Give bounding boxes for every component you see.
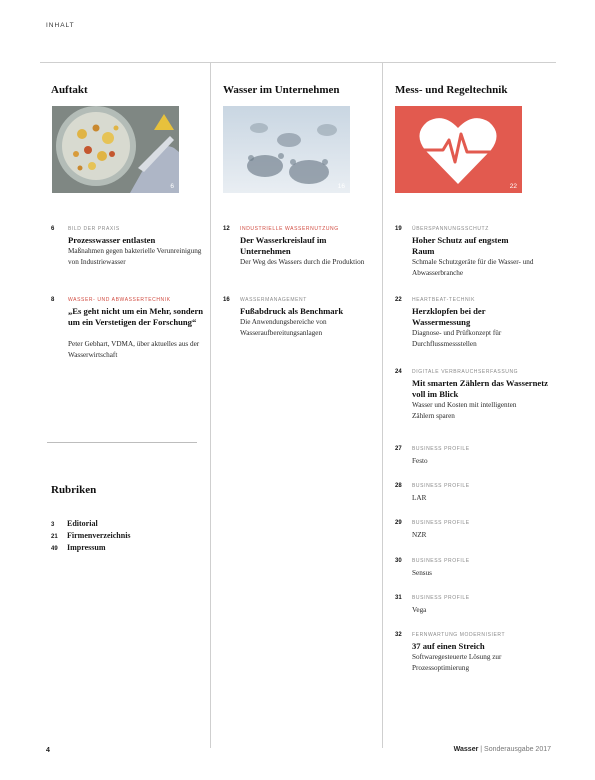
- image-page-number: 22: [509, 183, 517, 190]
- toc-page-number: 30: [395, 558, 402, 564]
- toc-title: „Es geht nicht um ein Mehr, sondern um ein Verstetigen der Forschung“: [68, 306, 204, 327]
- toc-page-number: 22: [395, 297, 402, 303]
- rubrik-page-number: 3: [51, 522, 55, 528]
- toc-category: HEARTBEAT-TECHNIK: [412, 297, 476, 303]
- rubrik-item[interactable]: [51, 519, 98, 528]
- column-divider-1: [210, 62, 211, 748]
- toc-description: Vega: [412, 606, 427, 614]
- image-page-number: 6: [170, 183, 174, 190]
- rubrik-page-number: 49: [51, 546, 58, 552]
- toc-page-number: 31: [395, 595, 402, 601]
- top-rule: [40, 62, 556, 63]
- toc-category: BUSINESS PROFILE: [412, 446, 470, 452]
- toc-page-number: 28: [395, 483, 402, 489]
- toc-description: Peter Gebhart, VDMA, über aktuelles aus der Wasserwirtschaft: [68, 340, 200, 359]
- toc-entry[interactable]: [395, 446, 545, 471]
- toc-description: Diagnose- und Prüfkonzept für Durchflussmessstellen: [412, 329, 502, 348]
- toc-category: ÜBERSPANNUNGSSCHUTZ: [412, 226, 489, 232]
- rubriken-heading: Rubriken: [51, 484, 97, 496]
- toc-entry[interactable]: [395, 632, 545, 682]
- rubrik-label: Impressum: [67, 543, 106, 552]
- toc-description: Schmale Schutzgeräte für die Wasser- und Abwasserbranche: [412, 258, 534, 277]
- toc-title: Der Wasserkreislauf im Unternehmen: [240, 235, 327, 256]
- toc-category: WASSER- UND ABWASSERTECHNIK: [68, 297, 171, 303]
- toc-category: INDUSTRIELLE WASSERNUTZUNG: [240, 226, 339, 232]
- column-title-mess-und-regeltechnik: Mess- und Regeltechnik: [395, 84, 508, 96]
- toc-category: BILD DER PRAXIS: [68, 226, 120, 232]
- toc-title: Mit smarten Zählern das Wassernetz voll im Blick: [412, 378, 548, 399]
- toc-description: Softwaregesteuerte Lösung zur Prozessoptimierung: [412, 653, 502, 672]
- toc-page-number: 12: [223, 226, 230, 232]
- toc-entry[interactable]: [223, 297, 373, 347]
- section-rule: [47, 442, 197, 443]
- toc-entry[interactable]: [395, 483, 545, 508]
- toc-entry[interactable]: [223, 226, 373, 276]
- toc-description: NZR: [412, 531, 427, 539]
- column-title-wasser-im-unternehmen: Wasser im Unternehmen: [223, 84, 340, 96]
- toc-category: DIGITALE VERBRAUCHSERFASSUNG: [412, 369, 519, 375]
- toc-title: Fußabdruck als Benchmark: [240, 306, 344, 316]
- toc-page-number: 8: [51, 297, 55, 303]
- rubrik-label: Firmenverzeichnis: [67, 531, 131, 540]
- toc-description: Die Anwendungsbereiche von Wasseraufbereitungsanlagen: [240, 318, 327, 337]
- toc-category: BUSINESS PROFILE: [412, 595, 470, 601]
- toc-description: Sensus: [412, 569, 432, 577]
- rubrik-label: Editorial: [67, 519, 98, 528]
- heartbeat-image[interactable]: [395, 106, 522, 193]
- toc-description: LAR: [412, 494, 427, 502]
- toc-page-number: 16: [223, 297, 230, 303]
- section-kicker: INHALT: [46, 22, 75, 29]
- column-divider-2: [382, 62, 383, 748]
- rubrik-item[interactable]: [51, 543, 106, 552]
- toc-entry[interactable]: [395, 595, 545, 620]
- petri-dish-illustration: [52, 106, 179, 193]
- petri-dish-image[interactable]: [52, 106, 179, 193]
- toc-entry[interactable]: [395, 558, 545, 583]
- column-title-auftakt: Auftakt: [51, 84, 88, 96]
- toc-description: Der Weg des Wassers durch die Produktion: [240, 258, 365, 266]
- toc-entry[interactable]: [51, 297, 204, 373]
- toc-entry[interactable]: [395, 369, 548, 429]
- image-page-number: 16: [337, 183, 345, 190]
- toc-description: Wasser und Kosten mit intelligenten Zählern sparen: [412, 401, 517, 420]
- toc-page-number: 24: [395, 369, 402, 375]
- toc-category: BUSINESS PROFILE: [412, 558, 470, 564]
- toc-description: Festo: [412, 457, 428, 465]
- toc-category: WASSERMANAGEMENT: [240, 297, 307, 303]
- rubrik-page-number: 21: [51, 534, 58, 540]
- toc-page-number: 6: [51, 226, 55, 232]
- toc-entry[interactable]: [395, 520, 545, 545]
- heart-icon: [395, 106, 522, 193]
- footer-edition: | Sonderausgabe 2017: [480, 746, 551, 753]
- toc-entry[interactable]: [395, 226, 545, 286]
- toc-title: Hoher Schutz auf engstem Raum: [412, 235, 509, 256]
- toc-description: Maßnahmen gegen bakterielle Verunreinigung von Industriewasser: [68, 247, 202, 266]
- toc-page-number: 19: [395, 226, 402, 232]
- toc-entry[interactable]: [395, 297, 545, 357]
- footprints-image[interactable]: [223, 106, 350, 193]
- toc-page-number: 29: [395, 520, 402, 526]
- toc-page-number: 32: [395, 632, 402, 638]
- water-footprints-illustration: [223, 106, 350, 193]
- toc-page-number: 27: [395, 446, 402, 452]
- toc-title: Herzklopfen bei der Wassermessung: [412, 306, 486, 327]
- toc-category: FERNWARTUNG MODERNISIERT: [412, 632, 506, 638]
- footer-page-number: 4: [46, 747, 50, 754]
- footer-brand: Wasser: [453, 746, 479, 753]
- rubrik-item[interactable]: [51, 531, 131, 540]
- toc-entry[interactable]: [51, 226, 201, 276]
- toc-category: BUSINESS PROFILE: [412, 520, 470, 526]
- footer-publication: [454, 746, 551, 753]
- toc-title: 37 auf einen Streich: [412, 641, 485, 651]
- toc-category: BUSINESS PROFILE: [412, 483, 470, 489]
- toc-title: Prozesswasser entlasten: [68, 235, 156, 245]
